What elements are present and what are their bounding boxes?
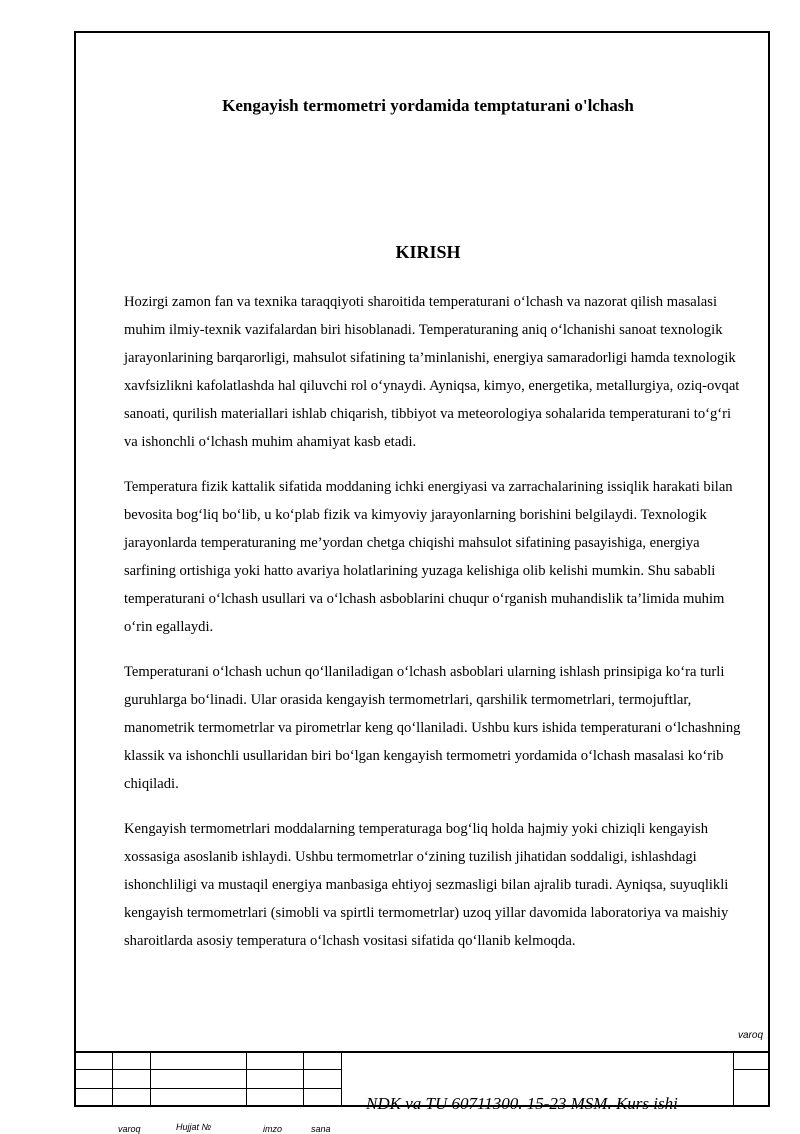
document-body	[124, 288, 748, 972]
column-label-sheet: varoq	[118, 1124, 141, 1134]
paragraph: Hozirgi zamon fan va texnika taraqqiyoti sharoitida temperaturani o‘lchash va nazorat qilish masalasi muhim ilmiy-texnik vazifalardan biri hisoblanadi. Temperaturaning aniq o‘lchanishi sanoat texnologik jarayonlarining barqarorligi, mahsulot sifatining ta’minlanishi, energiya samaradorligi hamda texnologik xavfsizlikni kafolatlashda hal qiluvchi rol o‘ynaydi. Ayniqsa, kimyo, energetika, metallurgiya, oziq-ovqat sanoati, qurilish materiallari ishlab chiqarish, tibbiyot va meteorologiya sohalarida temperaturani to‘g‘ri va ishonchli o‘lchash muhim ahamiyat kasb etadi.	[124, 294, 740, 450]
column-label-date: sana	[311, 1124, 331, 1134]
grid-line	[733, 1051, 734, 1107]
grid-line	[303, 1051, 304, 1107]
document-title: Kengayish termometri yordamida temptaturani o'lchash	[222, 96, 634, 115]
grid-line	[733, 1069, 770, 1070]
grid-line	[150, 1051, 151, 1107]
paragraph: Temperatura fizik kattalik sifatida moddaning ichki energiyasi va zarrachalarining issiqlik harakati bilan bevosita bog‘liq bo‘lib, u ko‘plab fizik va kimyoviy jarayonlarning borishini belgilaydi. Texnologik jarayonlarda temperaturaning me’yordan chetga chiqishi mahsulot sifatining pasayishiga, energiya sarfining ortishiga yoki hatto avariya holatlarining yuzaga kelishiga olib kelishi mumkin. Shu sababli temperaturani o‘lchash usullari va o‘lchash asboblarini chuqur o‘rganish muhandislik ta’limida muhim o‘rin egallaydi.	[124, 479, 733, 635]
title-block-top-border	[74, 1051, 770, 1053]
grid-line	[74, 1088, 342, 1089]
section-heading: KIRISH	[395, 242, 461, 262]
document-code: NDK va TU 60711300. 15-23 MSM. Kurs ishi	[366, 1094, 678, 1113]
paragraph: Temperaturani o‘lchash uchun qo‘llaniladigan o‘lchash asboblari ularning ishlash prinsipiga ko‘ra turli guruhlarga bo‘linadi. Ular orasida kengayish termometrlari, qarshilik termometrlari, termojuftlar, manometrik termometrlar va pirometrlar keng qo‘llaniladi. Ushbu kurs ishida temperaturani o‘lchashning klassik va ishonchli usullaridan biri bo‘lgan kengayish termometri yordamida o‘lchash masalasi ko‘rib chiqiladi.	[124, 664, 741, 792]
paragraph: Kengayish termometrlari moddalarning temperaturaga bog‘liq holda hajmiy yoki chiziqli kengayish xossasiga asoslanib ishlaydi. Ushbu termometrlar o‘zining tuzilish jihatidan soddaligi, ishlashdagi ishonchliligi va mustaqil energiya manbasiga ehtiyoj sezmasligi bilan ajralib turadi. Ayniqsa, suyuqlikli kengayish termometrlari (simobli va spirtli termometrlar) uzoq yillar davomida laboratoriya va maishiy sharoitlarda asosiy temperatura o‘lchash vositasi sifatida qo‘llanib kelmoqda.	[124, 821, 729, 949]
grid-line	[341, 1051, 342, 1107]
grid-line	[74, 1069, 342, 1070]
sheet-label: varoq	[738, 1030, 764, 1041]
grid-line	[112, 1051, 113, 1107]
grid-line	[246, 1051, 247, 1107]
column-label-document-number: Hujjat №	[176, 1122, 212, 1132]
column-label-signature: imzo	[263, 1124, 283, 1134]
